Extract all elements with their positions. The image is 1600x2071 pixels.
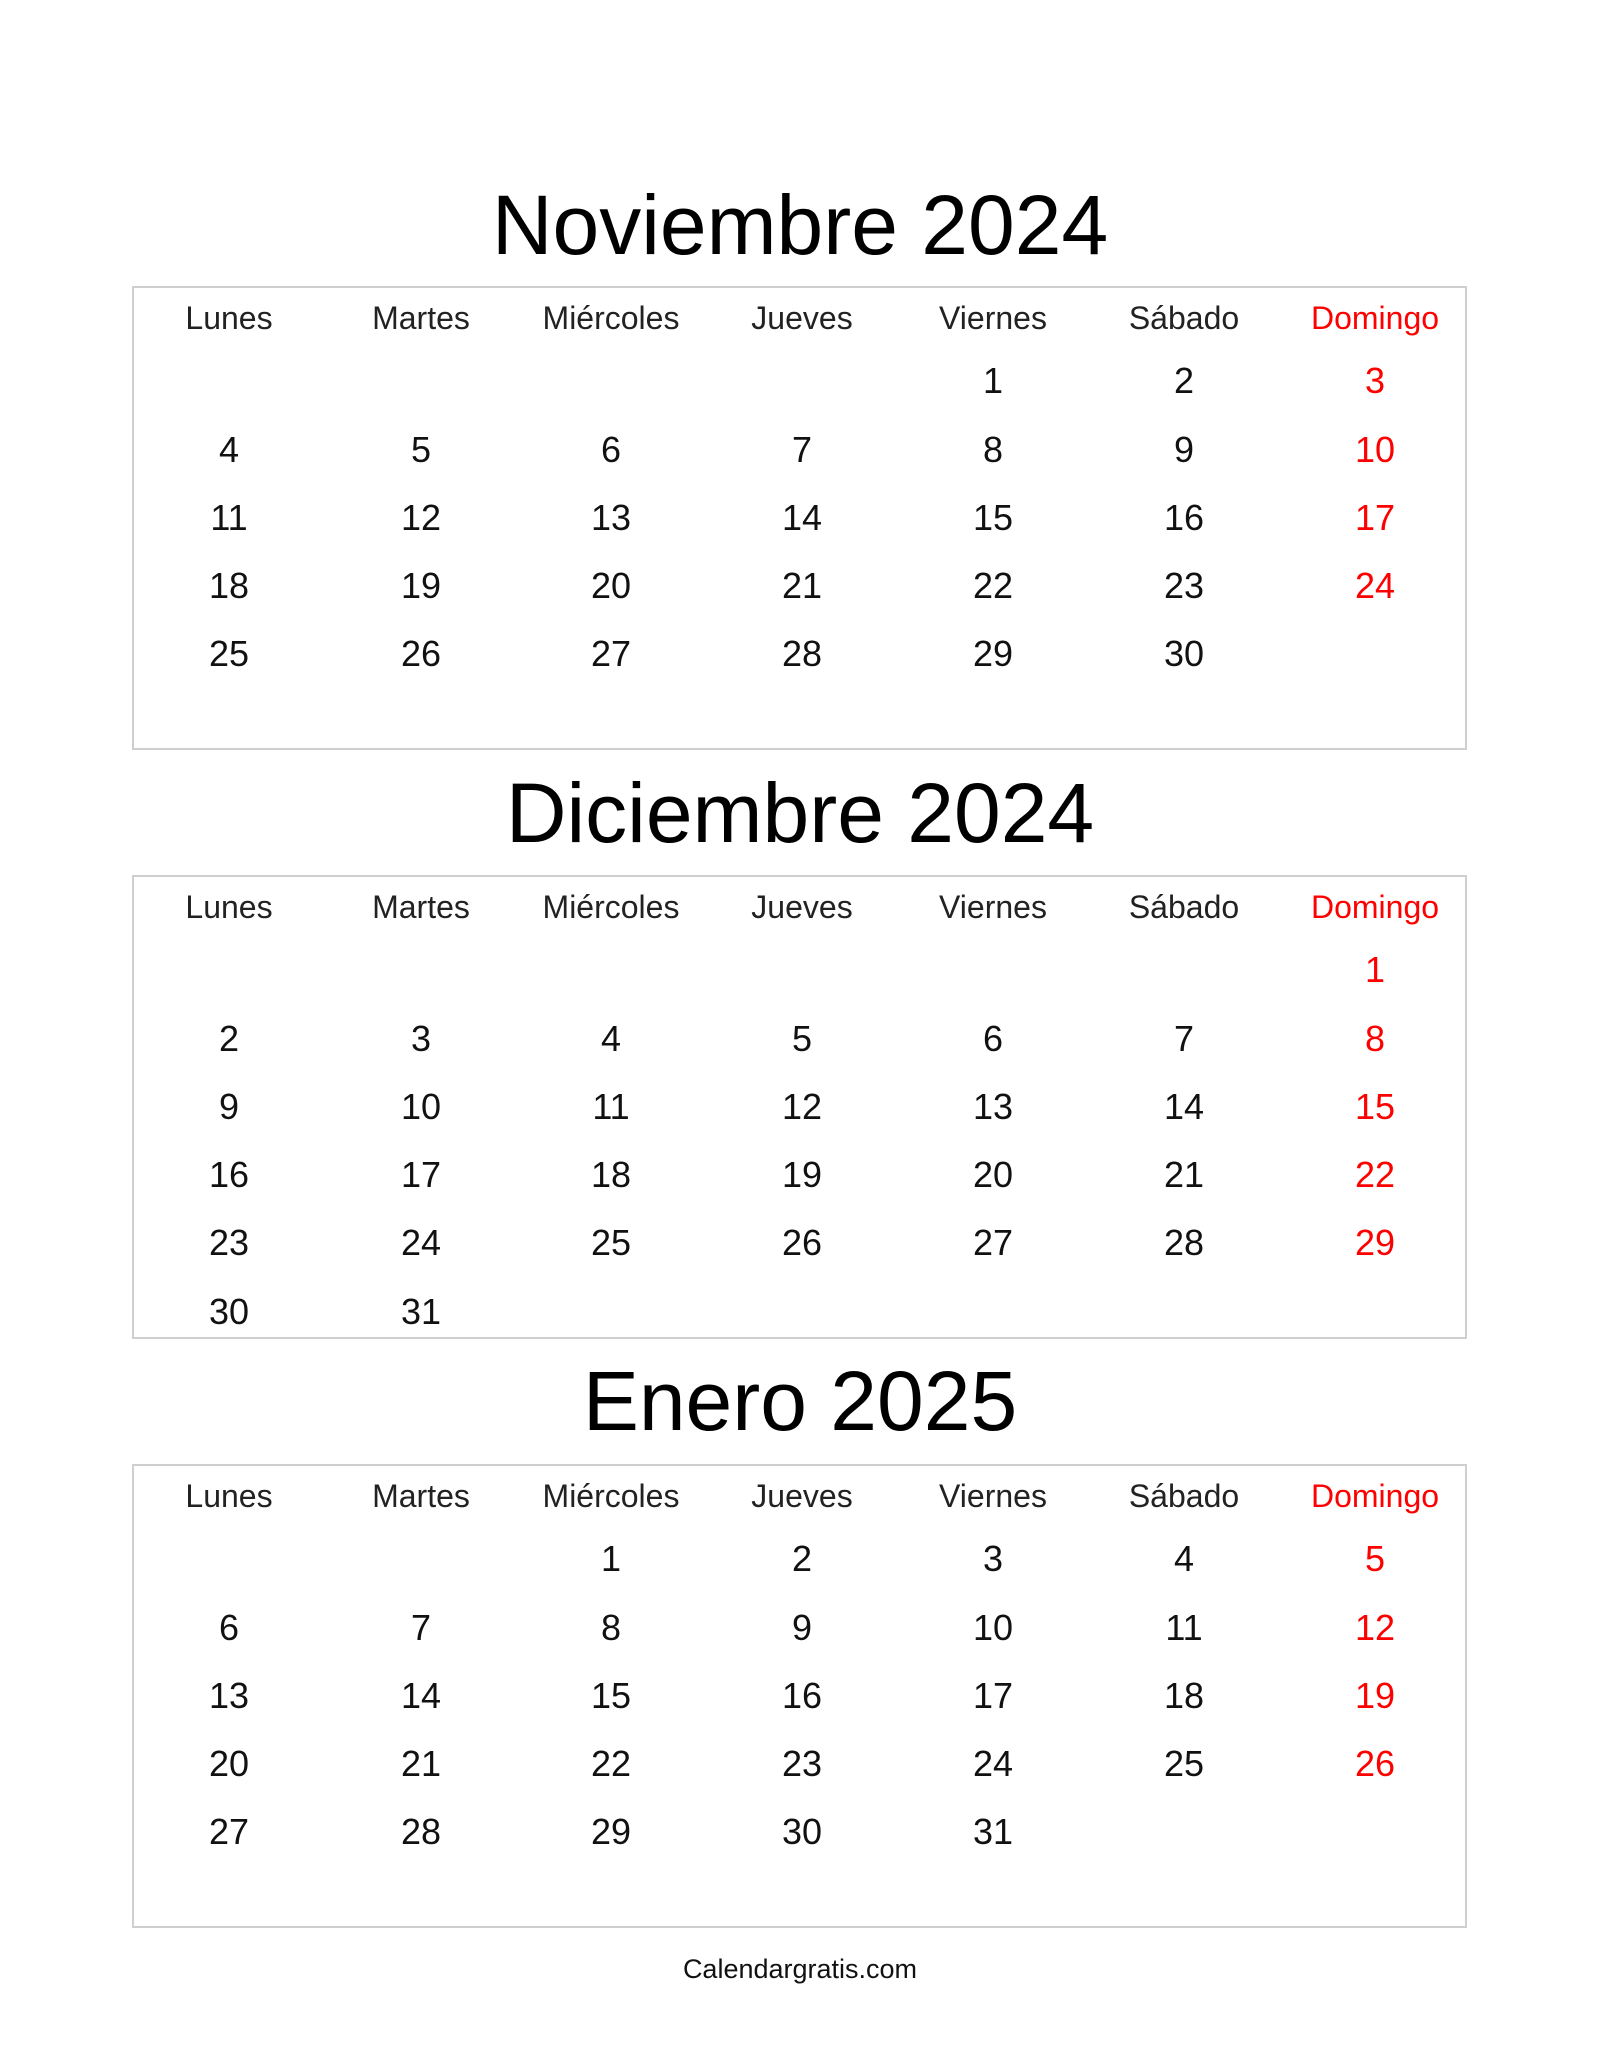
day-cell-sunday: 1 [1364, 949, 1386, 990]
day-cell: 20 [590, 565, 632, 606]
weekday-header: Domingo [1310, 889, 1440, 925]
day-cell: 22 [972, 565, 1014, 606]
month-title: Enero 2025 [582, 1354, 1018, 1448]
day-cell: 28 [781, 633, 823, 674]
day-cell: 15 [590, 1675, 632, 1716]
day-cell-sunday: 3 [1364, 360, 1386, 401]
day-cell: 2 [218, 1018, 240, 1059]
day-cell: 18 [1163, 1675, 1205, 1716]
day-cell: 14 [400, 1675, 442, 1716]
day-cell: 26 [781, 1222, 823, 1263]
day-cell: 13 [972, 1086, 1014, 1127]
day-cell: 8 [600, 1607, 622, 1648]
weekday-header: Jueves [751, 889, 853, 925]
day-cell: 13 [590, 497, 632, 538]
day-cell: 3 [410, 1018, 432, 1059]
month-grid [132, 1464, 1467, 1928]
weekday-header: Domingo [1310, 1478, 1440, 1514]
day-cell: 30 [208, 1291, 250, 1332]
day-cell: 24 [400, 1222, 442, 1263]
day-cell-sunday: 22 [1354, 1154, 1396, 1195]
day-cell-sunday: 26 [1354, 1743, 1396, 1784]
day-cell: 10 [972, 1607, 1014, 1648]
day-cell: 16 [1163, 497, 1205, 538]
day-cell-sunday: 19 [1354, 1675, 1396, 1716]
day-cell-sunday: 8 [1364, 1018, 1386, 1059]
day-cell: 28 [400, 1811, 442, 1852]
month-title: Diciembre 2024 [505, 766, 1095, 860]
weekday-header: Jueves [751, 1478, 853, 1514]
day-cell: 21 [400, 1743, 442, 1784]
day-cell: 2 [791, 1538, 813, 1579]
weekday-header: Lunes [185, 1478, 273, 1514]
day-cell: 29 [972, 633, 1014, 674]
day-cell: 10 [400, 1086, 442, 1127]
weekday-header: Viernes [939, 889, 1047, 925]
day-cell: 23 [1163, 565, 1205, 606]
day-cell: 9 [791, 1607, 813, 1648]
day-cell: 27 [972, 1222, 1014, 1263]
day-cell: 22 [590, 1743, 632, 1784]
day-cell: 2 [1173, 360, 1195, 401]
day-cell: 27 [208, 1811, 250, 1852]
day-cell-sunday: 12 [1354, 1607, 1396, 1648]
weekday-header: Miércoles [542, 300, 680, 336]
day-cell: 31 [400, 1291, 442, 1332]
weekday-header: Jueves [751, 300, 853, 336]
day-cell: 6 [218, 1607, 240, 1648]
day-cell: 28 [1163, 1222, 1205, 1263]
day-cell: 25 [208, 633, 250, 674]
footer-site-name: Calendargratis.com [682, 1954, 918, 1984]
day-cell: 7 [410, 1607, 432, 1648]
day-cell: 19 [400, 565, 442, 606]
month-grid [132, 286, 1467, 750]
day-cell: 9 [218, 1086, 240, 1127]
day-cell: 15 [972, 497, 1014, 538]
day-cell: 5 [410, 429, 432, 470]
day-cell: 7 [1173, 1018, 1195, 1059]
weekday-header: Miércoles [542, 1478, 680, 1514]
day-cell: 16 [208, 1154, 250, 1195]
day-cell: 11 [592, 1086, 630, 1127]
weekday-header: Viernes [939, 300, 1047, 336]
day-cell-sunday: 17 [1354, 497, 1396, 538]
weekday-header: Martes [372, 1478, 470, 1514]
day-cell: 21 [781, 565, 823, 606]
day-cell: 23 [781, 1743, 823, 1784]
day-cell: 11 [1165, 1607, 1203, 1648]
weekday-header: Lunes [185, 889, 273, 925]
day-cell: 4 [600, 1018, 622, 1059]
day-cell-sunday: 10 [1354, 429, 1396, 470]
day-cell: 31 [972, 1811, 1014, 1852]
day-cell-sunday: 24 [1354, 565, 1396, 606]
day-cell: 4 [218, 429, 240, 470]
day-cell: 19 [781, 1154, 823, 1195]
weekday-header: Sábado [1128, 300, 1240, 336]
day-cell: 29 [590, 1811, 632, 1852]
day-cell: 4 [1173, 1538, 1195, 1579]
day-cell: 8 [982, 429, 1004, 470]
day-cell: 6 [600, 429, 622, 470]
day-cell: 12 [781, 1086, 823, 1127]
weekday-header: Domingo [1310, 300, 1440, 336]
day-cell: 18 [208, 565, 250, 606]
day-cell: 9 [1173, 429, 1195, 470]
weekday-header: Sábado [1128, 889, 1240, 925]
day-cell: 6 [982, 1018, 1004, 1059]
day-cell: 17 [400, 1154, 442, 1195]
weekday-header: Viernes [939, 1478, 1047, 1514]
weekday-header: Martes [372, 300, 470, 336]
day-cell: 12 [400, 497, 442, 538]
day-cell: 7 [791, 429, 813, 470]
day-cell: 14 [1163, 1086, 1205, 1127]
day-cell-sunday: 5 [1364, 1538, 1386, 1579]
day-cell: 26 [400, 633, 442, 674]
day-cell-sunday: 15 [1354, 1086, 1396, 1127]
day-cell: 1 [982, 360, 1004, 401]
day-cell: 25 [1163, 1743, 1205, 1784]
day-cell: 16 [781, 1675, 823, 1716]
weekday-header: Martes [372, 889, 470, 925]
day-cell: 13 [208, 1675, 250, 1716]
month-title: Noviembre 2024 [491, 178, 1109, 272]
day-cell: 5 [791, 1018, 813, 1059]
day-cell: 20 [208, 1743, 250, 1784]
day-cell: 30 [1163, 633, 1205, 674]
day-cell-sunday: 29 [1354, 1222, 1396, 1263]
weekday-header: Lunes [185, 300, 273, 336]
month-grid [132, 875, 1467, 1339]
weekday-header: Miércoles [542, 889, 680, 925]
day-cell: 20 [972, 1154, 1014, 1195]
day-cell: 3 [982, 1538, 1004, 1579]
day-cell: 24 [972, 1743, 1014, 1784]
weekday-header: Sábado [1128, 1478, 1240, 1514]
day-cell: 30 [781, 1811, 823, 1852]
day-cell: 23 [208, 1222, 250, 1263]
day-cell: 11 [210, 497, 248, 538]
day-cell: 27 [590, 633, 632, 674]
day-cell: 21 [1163, 1154, 1205, 1195]
day-cell: 1 [600, 1538, 622, 1579]
day-cell: 25 [590, 1222, 632, 1263]
day-cell: 17 [972, 1675, 1014, 1716]
day-cell: 14 [781, 497, 823, 538]
day-cell: 18 [590, 1154, 632, 1195]
